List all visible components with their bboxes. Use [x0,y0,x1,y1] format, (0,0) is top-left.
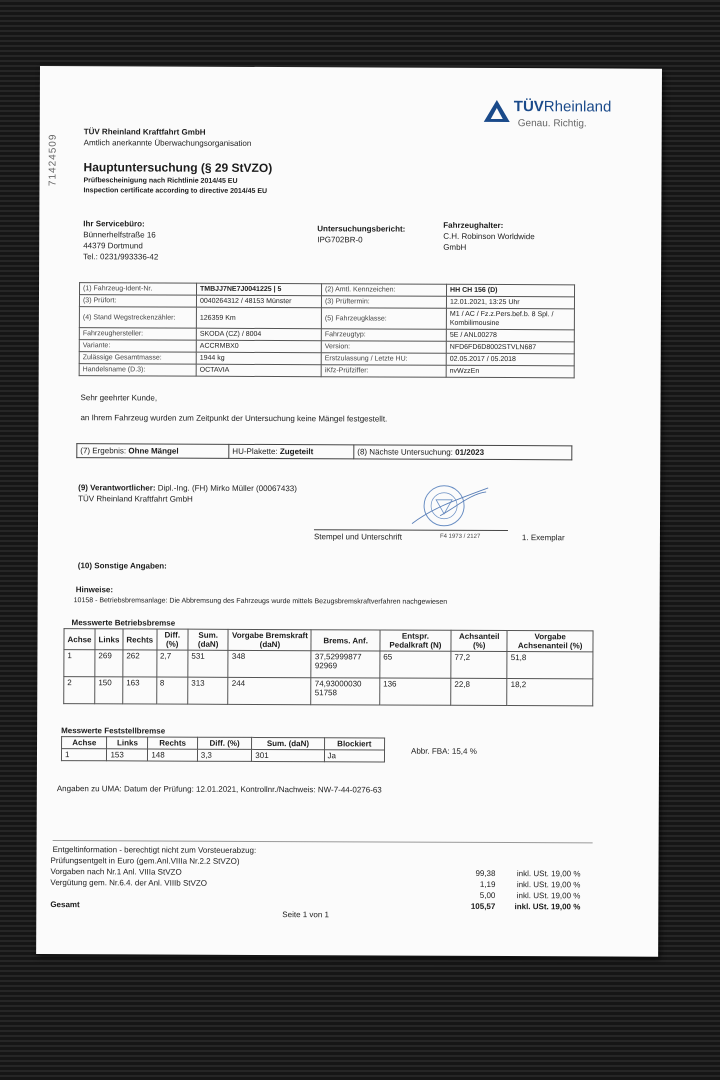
fee-amount: 5,00 [479,890,496,900]
fee-label: Prüfungsentgelt in Euro (gem.Anl.VIIIa Nr.2.2 StVZO) [50,856,240,866]
table-cell: 301 [252,749,324,761]
fee-label: Vorgaben nach Nr.1 Anl. VIIIa StVZO [50,867,182,877]
column-header: Blockiert [324,738,385,750]
inspection-certificate-page [36,66,662,957]
table-cell: 51,8 [507,652,593,679]
parking-brake-title: Messwerte Feststellbremse [61,726,166,736]
vehicle-cell: (1) Fahrzeug-Ident-Nr. [80,283,197,296]
hints-text: 10158 - Betriebsbremsanlage: Die Abbremsung des Fahrzeugs wurde mittels Bezugsbremskraftverfahren nachgewiesen [73,597,448,606]
copy-note: 1. Exemplar [521,533,565,543]
fee-amount: 1,19 [479,879,496,889]
page-number: Seite 1 von 1 [282,910,330,920]
column-header: Rechts [123,629,157,650]
stamp-signature-icon [410,480,490,530]
vehicle-row [79,364,574,378]
table-cell: 348 [228,650,311,677]
greeting: Sehr geehrter Kunde, [80,393,158,403]
vehicle-cell: 5E / ANL00278 [446,329,574,342]
table-cell: 77,2 [451,651,507,678]
vehicle-cell: Fahrzeugtyp: [321,329,446,342]
column-header: Vorgabe Achsenanteil (%) [507,631,593,652]
vehicle-cell: Fahrzeughersteller: [79,328,196,341]
table-cell: 3,3 [197,749,252,761]
table-cell: 22,8 [451,678,507,705]
stamp-label: Stempel und Unterschrift [313,532,403,542]
fee-label: Gesamt [50,900,80,910]
vehicle-cell: 1944 kg [196,352,321,365]
subtitle-en: Inspection certificate according to directive 2014/45 EU [83,187,268,195]
other-info-label: (10) Sonstige Angaben: [77,561,167,571]
vehicle-cell: 02.05.2017 / 05.2018 [446,353,574,366]
fees-header: Entgeltinformation - berechtigt nicht zum Vorsteuerabzug: [52,845,257,855]
fee-tax: inkl. USt. 19,00 % [516,869,581,879]
service-brake-table [63,628,593,706]
table-cell: 163 [123,677,157,704]
vehicle-cell: TMBJJ7NE7J0041225 | 5 [197,283,322,296]
vehicle-cell: SKODA (CZ) / 8004 [196,328,321,341]
table-cell: 2,7 [156,650,187,677]
table-cell: 1 [64,650,95,677]
logo-slogan: Genau. Richtig. [517,118,587,130]
table-row [64,677,593,706]
table-cell: 531 [188,650,229,677]
fee-tax: inkl. USt. 19,00 % [516,880,581,890]
vehicle-holder: Fahrzeughalter: C.H. Robinson Worldwide GmbH [443,220,535,252]
responsible-person: (9) Verantwortlicher: Dipl.-Ing. (FH) Mirko Müller (00067433) [78,483,297,494]
column-header: Brems. Anf. [311,630,379,651]
vehicle-cell: M1 / AC / Fz.z.Pers.bef.b. 8 Spl. / Kombilimousine [446,308,574,330]
table-cell: 262 [123,650,157,677]
column-header: Sum. (daN) [252,737,324,749]
parking-brake-table [61,736,385,762]
table-cell: 65 [380,651,451,678]
table-row [61,749,384,762]
result-message: an Ihrem Fahrzeug wurden zum Zeitpunkt der Untersuchung keine Mängel festgestellt. [80,413,388,424]
table-cell: 313 [188,677,229,704]
table-cell: 1 [61,749,107,761]
fees-divider [53,840,593,843]
table-cell: 244 [228,677,311,704]
vehicle-cell: (4) Stand Wegstreckenzähler: [79,307,196,329]
logo-brand: TÜVRheinland [513,98,612,116]
result-cell: (7) Ergebnis: Ohne Mängel [77,444,229,459]
vehicle-cell: NFD6FD6D8002STVLN687 [446,341,574,354]
vehicle-cell: ACCRMBX0 [196,340,321,353]
vehicle-cell: Erstzulassung / Letzte HU: [321,353,446,366]
fee-tax: inkl. USt. 19,00 % [516,891,581,901]
responsible-org: TÜV Rheinland Kraftfahrt GmbH [78,494,193,504]
vehicle-cell: OCTAVIA [196,364,321,377]
document-title: Hauptuntersuchung (§ 29 StVZO) [83,160,273,176]
fee-label: Vergütung gem. Nr.6.4. der Anl. VIIIb StVZO [50,878,207,888]
table-cell: 74,93000030 51758 [311,678,380,705]
parking-brake-abbr: Abbr. FBA: 15,4 % [410,746,477,756]
hints-label: Hinweise: [75,585,114,595]
service-brake-title: Messwerte Betriebsbremse [71,618,176,628]
column-header: Vorgabe Bremskraft (daN) [228,629,311,650]
column-header: Achse [64,629,95,650]
fee-tax: inkl. USt. 19,00 % [514,902,581,912]
vehicle-cell: Handelsname (D.3): [79,364,196,377]
fees-list [50,855,580,912]
column-header: Links [107,737,148,749]
column-header: Rechts [148,737,197,749]
vehicle-cell: Zulässige Gesamtmasse: [79,352,196,365]
vehicle-cell: nvWzzEn [446,365,574,378]
vehicle-cell: (5) Fahrzeugklasse: [321,308,446,330]
next-inspection-cell: (8) Nächste Untersuchung: 01/2023 [354,445,572,460]
table-cell: 2 [64,677,95,704]
fee-amount: 105,57 [470,901,496,911]
fee-amount: 99,38 [475,868,496,878]
table-cell: 37,52999877 92969 [311,651,380,678]
org-name: TÜV Rheinland Kraftfahrt GmbH [83,127,206,137]
table-cell: 136 [380,678,451,705]
table-cell: 153 [107,749,148,761]
org-subtitle: Amtlich anerkannte Überwachungsorganisation [83,138,252,148]
vehicle-cell: (3) Prüfort: [79,295,196,308]
table-cell: 150 [95,677,123,704]
document-number: 71424509 [47,133,59,187]
vehicle-cell: iKfz-Prüfziffer: [321,365,446,378]
vehicle-cell: 0040264312 / 48153 Münster [196,295,321,308]
vehicle-cell: 12.01.2021, 13:25 Uhr [446,296,574,309]
table-row [64,650,593,679]
column-header: Sum. (daN) [188,629,229,650]
vehicle-cell: Version: [321,341,446,354]
plakette-cell: HU-Plakette: Zugeteilt [229,444,354,459]
table-cell: Ja [324,750,385,762]
column-header: Diff. (%) [157,629,188,650]
tuv-logo [484,98,634,130]
column-header: Entspr. Pedalkraft (N) [380,630,451,651]
result-table [76,443,572,460]
subtitle-de: Prüfbescheinigung nach Richtlinie 2014/45 EU [83,177,238,185]
vehicle-cell: (3) Prüftermin: [321,296,446,309]
column-header: Links [95,629,123,650]
vehicle-cell: HH CH 156 (D) [446,284,574,297]
table-cell: 18,2 [507,679,593,706]
table-cell: 8 [156,677,187,704]
table-cell: 269 [95,650,123,677]
table-cell: 148 [148,749,197,761]
vehicle-cell: (2) Amtl. Kennzeichen: [322,284,447,297]
vehicle-cell: 126359 Km [196,307,321,329]
vehicle-data-table [79,282,575,378]
uma-info: Angaben zu UMA: Datum der Prüfung: 12.01.2021, Kontrollnr./Nachweis: NW-7-44-0276-63 [56,784,382,795]
vehicle-cell: Variante: [79,340,196,353]
tuv-triangle-icon [484,100,510,122]
column-header: Achse [62,737,108,749]
report-info: Untersuchungsbericht: IPG702BR-0 [317,224,406,245]
service-office: Ihr Servicebüro: Bünnerhelfstraße 16 44379 Dortmund Tel.: 0231/993336-42 [83,219,159,262]
vehicle-row [79,307,574,330]
column-header: Diff. (%) [197,737,252,749]
column-header: Achsanteil (%) [451,630,507,651]
stamp-code: F4 1973 / 2127 [439,533,481,540]
